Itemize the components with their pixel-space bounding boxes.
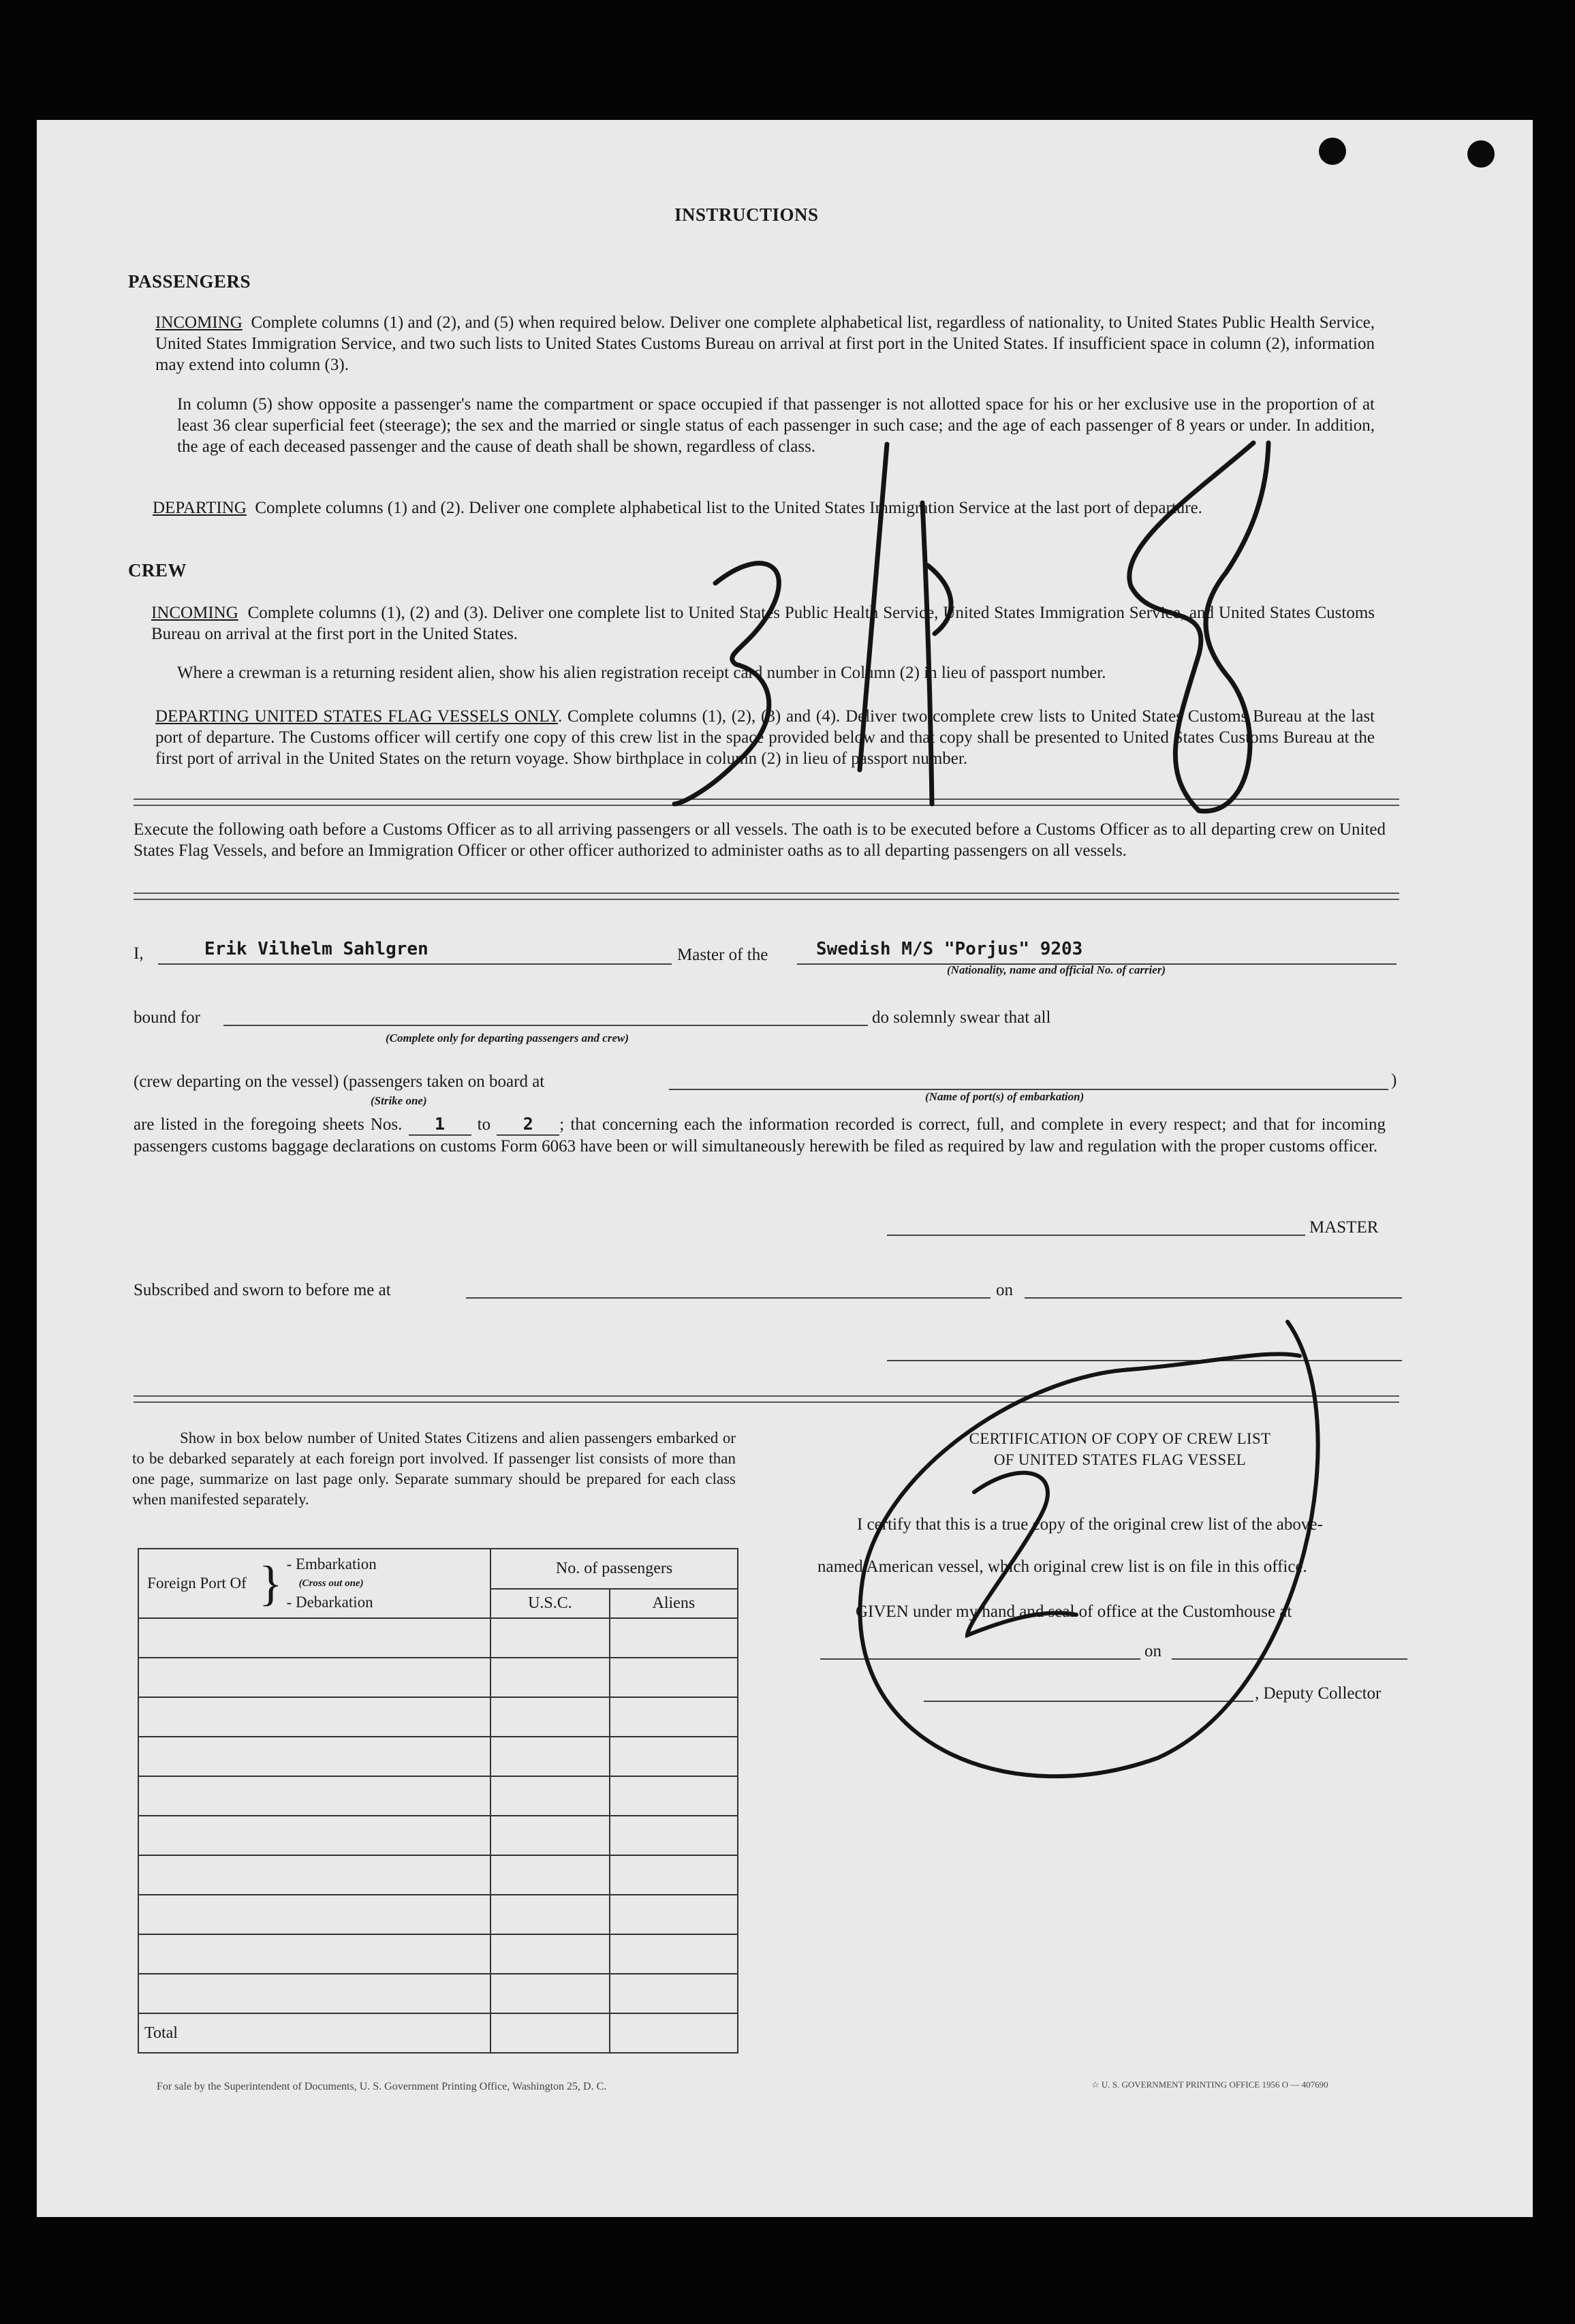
foreign-port-of: Foreign Port Of — [147, 1575, 247, 1592]
sheet-from[interactable]: 1 — [409, 1113, 471, 1136]
total-label: Total — [138, 2013, 490, 2053]
crew-heading: CREW — [128, 560, 187, 580]
strike-caption: (Strike one) — [371, 1094, 427, 1107]
sworn-on-label: on — [996, 1281, 1013, 1299]
certification-title-line1: CERTIFICATION OF COPY OF CREW LIST — [969, 1430, 1271, 1447]
listed-label: are listed in the foregoing sheets Nos. — [134, 1115, 403, 1134]
port-caption: (Name of port(s) of embarkation) — [925, 1090, 1085, 1103]
subscribed-label: Subscribed and sworn to before me at — [134, 1281, 391, 1299]
brace: } — [259, 1556, 283, 1611]
usc-header: U.S.C. — [490, 1589, 610, 1618]
footer-right: ☆ U. S. GOVERNMENT PRINTING OFFICE 1956 O — 407690 — [1091, 2079, 1328, 2090]
crew-incoming-lead: INCOMING — [151, 604, 238, 622]
master-of-label: Master of the — [677, 946, 768, 964]
master-label: MASTER — [1309, 1218, 1379, 1237]
crew-incoming-text: Complete columns (1), (2) and (3). Deliver one complete list to United States Public Health Service, United States Immigration Service, and United States Customs Bureau on arrival at the first port in the United States. — [151, 604, 1375, 643]
vessel-caption: (Nationality, name and official No. of carrier) — [947, 963, 1166, 976]
deputy-collector-label: , Deputy Collector — [1255, 1684, 1382, 1703]
page-title: INSTRUCTIONS — [674, 204, 819, 225]
embarkation-label: - Embarkation — [286, 1555, 377, 1572]
certification-on-label: on — [1144, 1642, 1161, 1660]
aliens-header: Aliens — [610, 1589, 738, 1618]
passengers-heading: PASSENGERS — [128, 271, 251, 292]
footer-left: For sale by the Superintendent of Documents, U. S. Government Printing Office, Washington 25, D. C. — [157, 2081, 607, 2092]
i-label: I, — [134, 944, 144, 963]
certification-text3: GIVEN under my hand and seal of office at the Customhouse at — [856, 1602, 1292, 1621]
to-label: to — [477, 1115, 491, 1134]
resident-alien-paragraph: Where a crewman is a returning resident alien, show his alien registration receipt card number in Column (2) in lieu of passport number. — [177, 664, 1106, 682]
incoming-lead: INCOMING — [155, 313, 243, 332]
column5-paragraph: In column (5) show opposite a passenger's name the compartment or space occupied if that passenger is not allotted space for his or her exclusive use in the proportion of at least 36 clear superficial feet (steerage); the sex and the married or single status of each passenger in such case; and the age of each passenger of 8 years or under. In addition, the age of each deceased passenger and the cause of death shall be shown, regardless of class. — [177, 395, 1375, 456]
bound-caption: (Complete only for departing passengers and crew) — [386, 1032, 629, 1044]
crew-departing-label: (crew departing on the vessel) (passengers taken on board at — [134, 1072, 545, 1091]
summary-instructions: Show in box below number of United States Citizens and alien passengers embarked or to be debarked separately at each foreign port involved. If passenger list consists of more than one page, summarize on last page only. Separate summary should be prepared for each class when manifested separately. — [132, 1429, 736, 1508]
swear-label: do solemnly swear that all — [872, 1008, 1051, 1027]
flag-vessels-lead: DEPARTING UNITED STATES FLAG VESSELS ONLY — [155, 707, 558, 726]
close-paren: ) — [1391, 1071, 1397, 1089]
master-name[interactable]: Erik Vilhelm Sahlgren — [204, 939, 428, 959]
certification-text2: named American vessel, which original crew list is on file in this office. — [817, 1558, 1307, 1576]
departing-text: Complete columns (1) and (2). Deliver one complete alphabetical list to the United States Immigration Service at the last port of departure. — [255, 499, 1202, 517]
oath-instructions: Execute the following oath before a Customs Officer as to all arriving passengers or all vessels. The oath is to be executed before a Customs Officer as to all departing crew on United States Flag Vessels, and before an Immigration Officer or other officer authorized to administer oaths as to all departing passengers on all vessels. — [134, 820, 1386, 860]
handwritten-3118 — [674, 443, 1268, 811]
vessel-name[interactable]: Swedish M/S "Porjus" 9203 — [816, 939, 1083, 959]
incoming-text: Complete columns (1) and (2), and (5) when required below. Deliver one complete alphabetical list, regardless of nationality, to United States Public Health Service, United States Immigration Service, and two such lists to United States Customs Bureau on arrival at first port in the United States. If insufficient space in column (2), information may extend into column (3). — [155, 313, 1375, 374]
departing-lead: DEPARTING — [153, 499, 247, 517]
certification-text1: I certify that this is a true copy of the original crew list of the above- — [857, 1515, 1323, 1534]
sheet-to[interactable]: 2 — [497, 1113, 559, 1136]
certification-title-line2: OF UNITED STATES FLAG VESSEL — [993, 1451, 1247, 1468]
circled-2 — [860, 1322, 1318, 1776]
cross-out-caption: (Cross out one) — [298, 1578, 364, 1589]
statement-text: ; that concerning each the information recorded is correct, full, and complete in every respect; and that for incoming passengers customs baggage declarations on customs Form 6063 have been or will simultaneously herewith be filed as required by law and regulation with the proper customs officer. — [134, 1115, 1386, 1156]
bound-for-label: bound for — [134, 1008, 200, 1027]
debarkation-label: - Debarkation — [286, 1594, 373, 1611]
flag-vessels-text: . Complete columns (1), (2), (3) and (4). Deliver two complete crew lists to United States Customs Bureau at the last port of departure. The Customs officer will certify one copy of this crew list in the space provided below and that copy shall be presented to United States Customs Bureau at the first port of arrival in the United States on the return voyage. Show birthplace in column (2) in lieu of passport number. — [155, 707, 1375, 768]
no-of-passengers-header: No. of passengers — [490, 1549, 738, 1589]
